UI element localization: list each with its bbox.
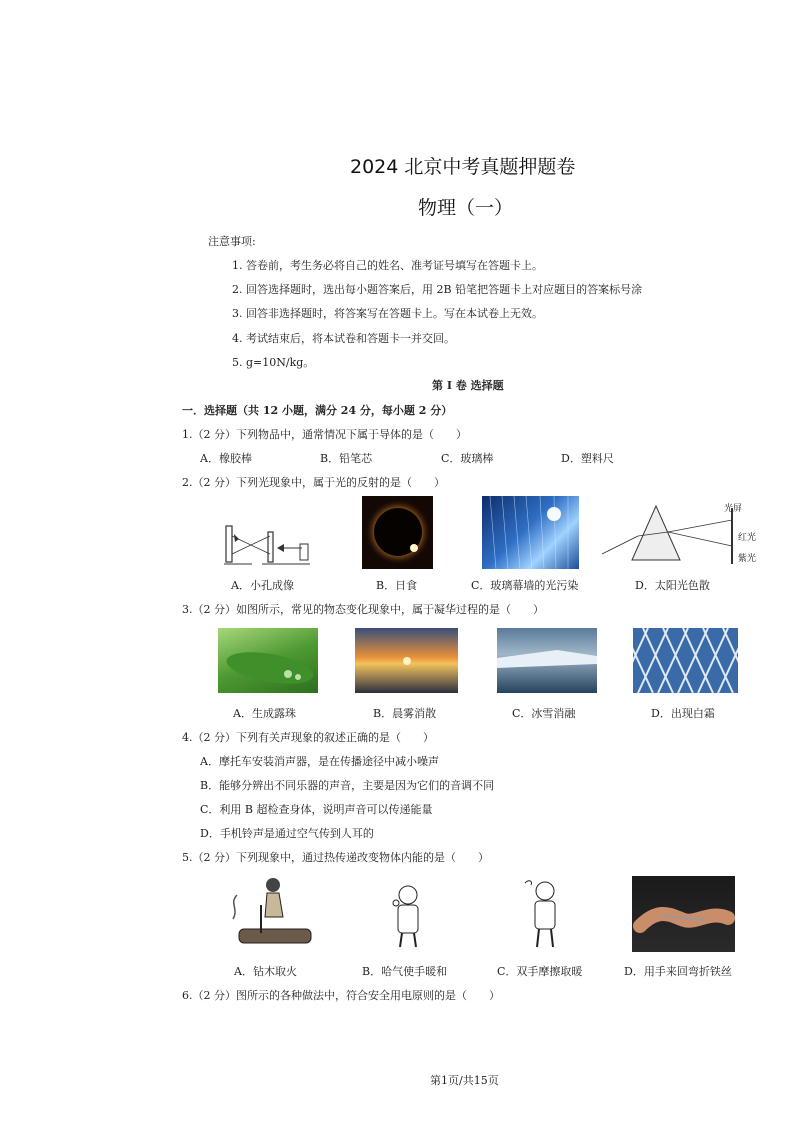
question-2-option-d: D．太阳光色散 bbox=[635, 579, 710, 592]
question-2-option-b: B．日食 bbox=[376, 579, 418, 592]
note-item: 4. 考试结束后，将本试卷和答题卡一并交回。 bbox=[232, 332, 455, 345]
question-5-option-d: D．用手来回弯折铁丝 bbox=[624, 965, 732, 978]
question-4-option-d: D．手机铃声是通过空气传到人耳的 bbox=[200, 827, 374, 840]
question-4-option-b: B．能够分辨出不同乐器的声音，主要是因为它们的音调不同 bbox=[200, 779, 495, 792]
question-5-option-b: B．哈气使手暖和 bbox=[362, 965, 448, 978]
drill-wood-fire-figure bbox=[225, 873, 317, 951]
question-5-option-a: A．钻木取火 bbox=[234, 965, 297, 978]
exam-title: 2024 北京中考真题押题卷 bbox=[350, 156, 576, 178]
question-1-option-c: C．玻璃棒 bbox=[441, 452, 494, 465]
question-1-option-d: D．塑料尺 bbox=[561, 452, 614, 465]
question-2-stem: 2.（2 分）下列光现象中，属于光的反射的是（ ） bbox=[182, 476, 445, 489]
breath-warm-hands-figure bbox=[384, 881, 434, 951]
bend-wire-photo bbox=[632, 876, 735, 952]
question-1-stem: 1.（2 分）下列物品中，通常情况下属于导体的是（ ） bbox=[182, 428, 467, 441]
note-item: 3. 回答非选择题时，将答案写在答题卡上。写在本试卷上无效。 bbox=[232, 307, 543, 320]
section-title: 一．选择题（共 12 小题，满分 24 分，每小题 2 分） bbox=[182, 404, 453, 417]
dew-leaf-photo bbox=[218, 628, 318, 693]
white-frost-photo bbox=[633, 628, 738, 693]
question-6-stem: 6.（2 分）图所示的各种做法中，符合安全用电原则的是（ ） bbox=[182, 989, 500, 1002]
note-item: 5. g=10N/kg。 bbox=[232, 356, 315, 369]
morning-fog-photo bbox=[355, 628, 458, 693]
glass-curtain-wall-photo bbox=[482, 496, 579, 569]
ice-melting-photo bbox=[497, 628, 597, 693]
question-1-option-b: B．铅笔芯 bbox=[320, 452, 373, 465]
question-5-stem: 5.（2 分）下列现象中，通过热传递改变物体内能的是（ ） bbox=[182, 851, 489, 864]
question-1-option-a: A．橡胶棒 bbox=[200, 452, 252, 465]
question-3-option-b: B．晨雾消散 bbox=[373, 707, 437, 720]
part-title: 第 I 卷 选择题 bbox=[432, 379, 504, 392]
question-4-option-a: A．摩托车安装消声器，是在传播途径中减小噪声 bbox=[200, 755, 439, 768]
question-3-stem: 3.（2 分）如图所示，常见的物态变化现象中，属于凝华过程的是（ ） bbox=[182, 603, 544, 616]
exam-subtitle: 物理（一） bbox=[418, 197, 514, 219]
screen-label: 光屏 bbox=[724, 504, 743, 514]
violet-light-label: 紫光 bbox=[738, 554, 757, 564]
question-3-option-c: C．冰雪消融 bbox=[512, 707, 576, 720]
note-item: 2. 回答选择题时，选出每小题答案后，用 2B 铅笔把答题卡上对应题目的答案标号涂 bbox=[232, 283, 643, 296]
page-number: 第1页/共15页 bbox=[430, 1074, 499, 1087]
question-4-stem: 4.（2 分）下列有关声现象的叙述正确的是（ ） bbox=[182, 731, 434, 744]
red-light-label: 红光 bbox=[738, 533, 757, 543]
pinhole-imaging-figure bbox=[222, 518, 312, 570]
question-4-option-c: C．利用 B 超检查身体，说明声音可以传递能量 bbox=[200, 803, 433, 816]
question-3-option-d: D．出现白霜 bbox=[651, 707, 715, 720]
solar-eclipse-photo bbox=[362, 496, 433, 569]
question-5-option-c: C．双手摩擦取暖 bbox=[497, 965, 583, 978]
question-3-option-a: A．生成露珠 bbox=[233, 707, 296, 720]
notes-heading: 注意事项: bbox=[208, 235, 256, 248]
rub-hands-figure bbox=[521, 877, 569, 949]
question-2-option-c: C．玻璃幕墙的光污染 bbox=[471, 579, 579, 592]
note-item: 1. 答卷前，考生务必将自己的姓名、准考证号填写在答题卡上。 bbox=[232, 259, 543, 272]
question-2-option-a: A．小孔成像 bbox=[231, 579, 294, 592]
